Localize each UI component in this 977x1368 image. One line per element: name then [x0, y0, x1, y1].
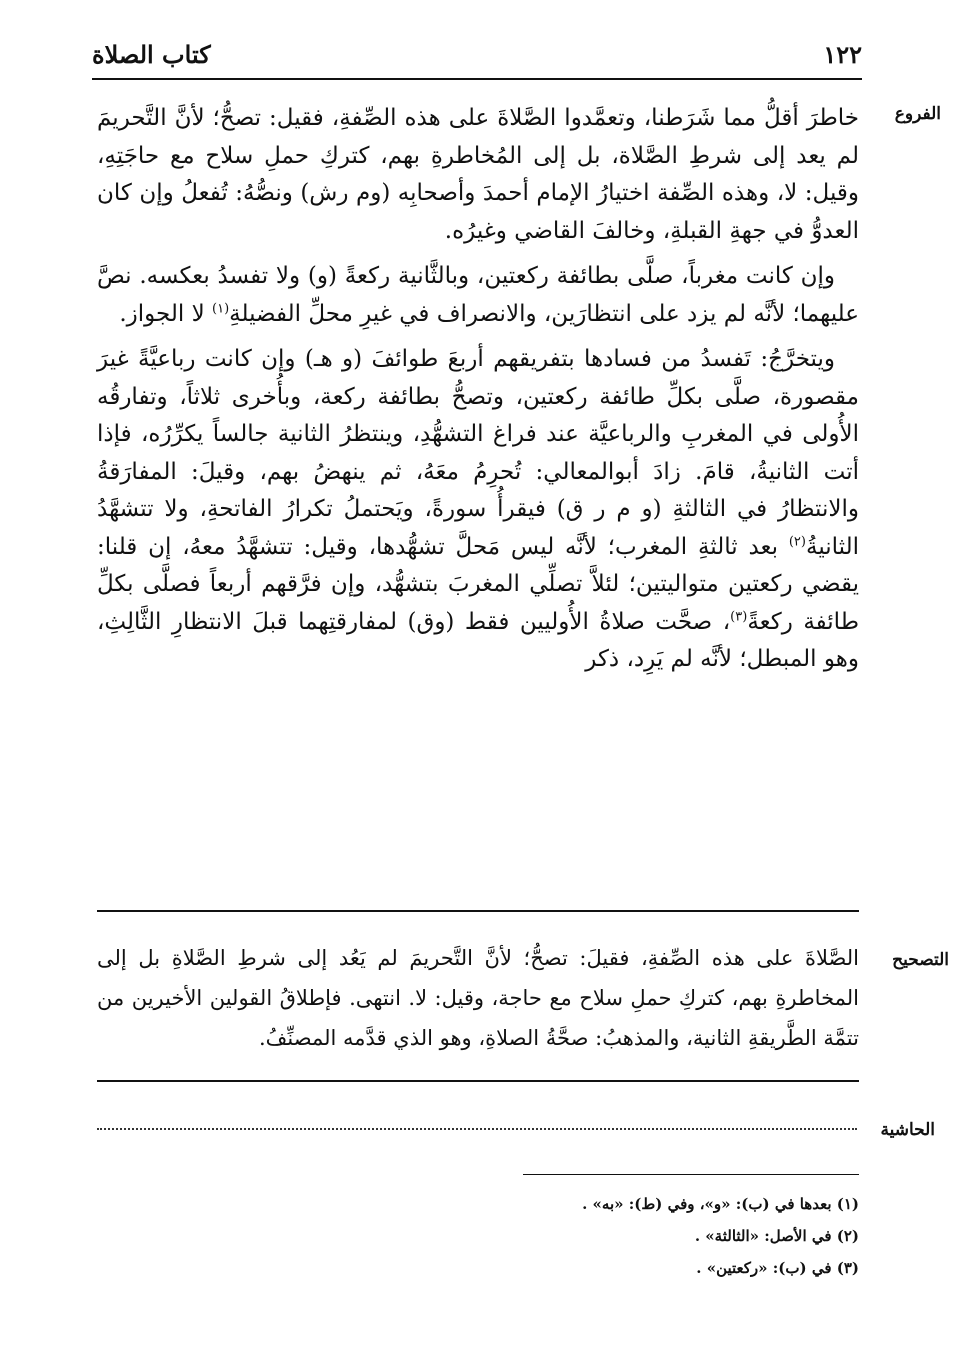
page-header [92, 38, 862, 80]
hashiya-dotted-line [97, 1128, 857, 1130]
paragraph-1: خاطرَ أقلُّ مما شَرَطنا، وتعمَّدوا الصَّلاةَ على هذه الصِّفةِ، فقيل: تصحُّ؛ لأنَّ التَّحريمَ لم يعد إلى شرطِ الصَّلاة، بل إلى المُخاطرةِ بهم، كتركِ حملِ سلاح مع حاجَتِهِ، وقيل: لا، وهذه الصِّفة اختيارُ الإمام أحمدَ وأصحابِه (وم رش) ونصُّهُ: تُفعلُ وإن كان العدوُّ في جهةِ القبلةِ، وخالفَ القاضي وغيرُه. [97, 105, 859, 244]
paragraph-2: وإن كانت مغرباً، صلَّى بطائفة ركعتين، وبالثَّانية ركعةً (و) ولا تفسدُ بعكسه. نصَّ عليهما؛ لأنَّه لم يزد على انتظارَين، والانصراف في غيرِ محلِّ الفضيلةِ$^{(١)}$ لا الجواز. [97, 263, 859, 327]
footnotes [259, 1188, 859, 1284]
footnote-divider [523, 1174, 859, 1175]
tashih-text [97, 938, 859, 1082]
footnote-1: (١) بعدها في (ب): «و»، وفي (ط): «به» . [582, 1195, 859, 1213]
running-title: كتاب الصلاة [92, 40, 211, 69]
main-text [97, 100, 859, 912]
footnote-ref-2: (٢) [788, 533, 806, 549]
paragraph-3: ويتخرَّجُ: تَفسدُ من فسادها بتفريقهم أربعَ طوائفَ (و هـ) وإن كانت رباعيَّةً غيرَ مقصورة، صلَّى بكلِّ طائفة ركعتين، وتصحُّ بطائفة ركعة، وبأُخرى ثلاثاً، وتفارقُه الأُولى في المغربِ والرباعيَّة عند فراغ التشهُّدِ، وينتظرُ الثانية جالساً يكرِّرُه، فإذا أتت الثانيةُ، قامَ. زادَ أبوالمعالي: تُحرِمُ معَهُ، ثم ينهضُ بهم، وقيلَ: المفارَقةُ والانتظارُ في الثالثةِ (و م ر ق) فيقرأُ سورةً، ويَحتملُ تكرارُ الفاتحةِ، ولا تتشهَّدُ الثانيةُ$^{(٢)}$ بعد ثالثةِ المغرب؛ لأنَّه ليس مَحلَّ تشهُّدها، وقيل: تتشهَّدُ معهُ، إن قلنا: يقضي ركعتين متواليتين؛ لئلاَّ تصلِّي المغربَ بتشهُّد، وإن فرَّقهم أربعاً فصلَّى بكلِّ طائفة ركعةً$^{(٣)}$، صحَّت صلاةُ الأُوليين فقط (وق) لمفارقتِهما قبلَ الانتظارِ الثَّالِثِ، وهو المبطل؛ لأنَّه لم يَرِد، ذكر [97, 346, 860, 672]
section-label-hashiya: الحاشية [880, 1120, 935, 1140]
footnote-ref-1: (١) [212, 300, 230, 316]
page-number: ١٢٢ [823, 40, 862, 69]
section-label-furu: الفروع [894, 104, 941, 124]
footnote-3: (٣) في (ب): «ركعتين» . [696, 1259, 859, 1277]
section-label-tashih: التصحيح [892, 950, 949, 970]
footnote-2: (٢) في الأصل: «الثالثة» . [694, 1227, 859, 1245]
tashih-paragraph: الصَّلاةَ على هذه الصِّفةِ، فقيلَ: تصحُّ؛ لأنَّ التَّحريمَ لم يَعُد إلى شرطِ الصَّلاةِ بل إلى المخاطرةِ بهم، كتركِ حملِ سلاح مع حاجة، وقيل: لا. انتهى. فإطلاقُ القولين الأخيرين من تتمَّة الطَّريقةِ الثانية، والمذهبُ: صحَّةُ الصلاةِ، وهو الذي قدَّمه المصنِّفُ. [97, 946, 859, 1050]
footnote-ref-3: (٣) [730, 608, 748, 624]
